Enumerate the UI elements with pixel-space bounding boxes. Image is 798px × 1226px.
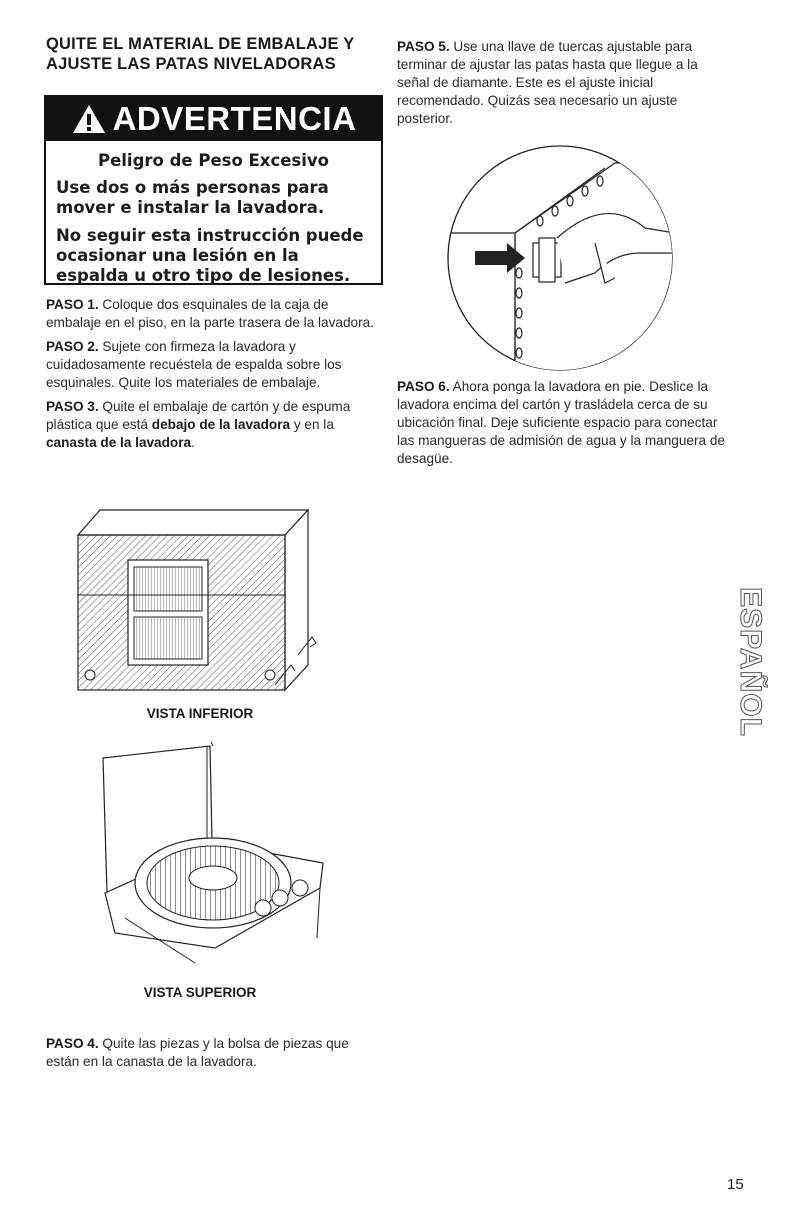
caption-top-view: VISTA SUPERIOR (143, 985, 257, 1000)
steps-right-lower (397, 378, 727, 474)
step-1 (46, 296, 376, 332)
leveling-leg-wrench-illustration (445, 143, 675, 373)
step-2-label: PASO 2. (46, 339, 99, 354)
warning-banner-text: ADVERTENCIA (112, 100, 357, 137)
step-1-text: Coloque dos esquinales de la caja de embalaje en el piso, en la parte trasera de la lavadora. (46, 297, 374, 330)
step-3-bold-b: canasta de la lavadora (46, 435, 192, 450)
language-side-tab (730, 565, 770, 760)
steps-left-lower (46, 1035, 376, 1077)
washer-top-view-illustration (95, 738, 335, 973)
steps-right (397, 38, 727, 134)
caption-bottom-view: VISTA INFERIOR (146, 706, 254, 721)
step-3-text-c: . (191, 435, 195, 450)
step-5 (397, 38, 727, 128)
step-5-label: PASO 5. (397, 39, 450, 54)
step-4-text: Quite las piezas y la bolsa de piezas que están en la canasta de la lavadora. (46, 1036, 349, 1069)
warning-paragraph-1: Use dos o más personas para mover e instalar la lavadora. (56, 178, 329, 217)
language-side-tab-text: ESPAÑOL (734, 587, 767, 737)
step-2-text: Sujete con firmeza la lavadora y cuidadosamente recuéstela de espalda sobre los esquinales. Quite los materiales de embalaje. (46, 339, 342, 390)
warning-heading: Peligro de Peso Excesivo (97, 151, 329, 170)
step-2 (46, 338, 376, 392)
step-6 (397, 378, 727, 468)
warning-box (44, 95, 383, 285)
warning-banner (46, 97, 381, 141)
step-3-text-a: Quite el embalaje de cartón y de espuma plástica que está (46, 399, 351, 432)
step-1-label: PASO 1. (46, 297, 99, 312)
step-4-label: PASO 4. (46, 1036, 99, 1051)
step-3-bold-a: debajo de la lavadora (151, 417, 291, 432)
step-6-text: Ahora ponga la lavadora en pie. Deslice la lavadora encima del cartón y trasládela cerca de su ubicación final. Deje suficiente espacio para conectar las mangueras de admisión de agua y la manguera de desagüe. (397, 379, 725, 466)
washer-bottom-view-illustration (70, 505, 330, 700)
step-3-label: PASO 3. (46, 399, 99, 414)
warning-paragraph-2: No seguir esta instrucción puede ocasionar una lesión en la espalda u otro tipo de lesiones. (56, 226, 364, 285)
step-3 (46, 398, 376, 452)
step-4 (46, 1035, 376, 1071)
page-number: 15 (727, 1176, 744, 1193)
warning-triangle-icon (71, 103, 107, 135)
step-5-text: Use una llave de tuercas ajustable para terminar de ajustar las patas hasta que llegue a la señal de diamante. Este es el ajuste inicial recomendado. Quizás sea necesario un ajuste posterior. (397, 39, 698, 126)
step-3-text-b: y en la (290, 417, 334, 432)
step-6-label: PASO 6. (397, 379, 450, 394)
section-title-line2: AJUSTE LAS PATAS NIVELADORAS (46, 55, 336, 73)
section-header (46, 34, 386, 74)
steps-left (46, 296, 376, 458)
section-title-line1: QUITE EL MATERIAL DE EMBALAJE Y (46, 35, 355, 53)
